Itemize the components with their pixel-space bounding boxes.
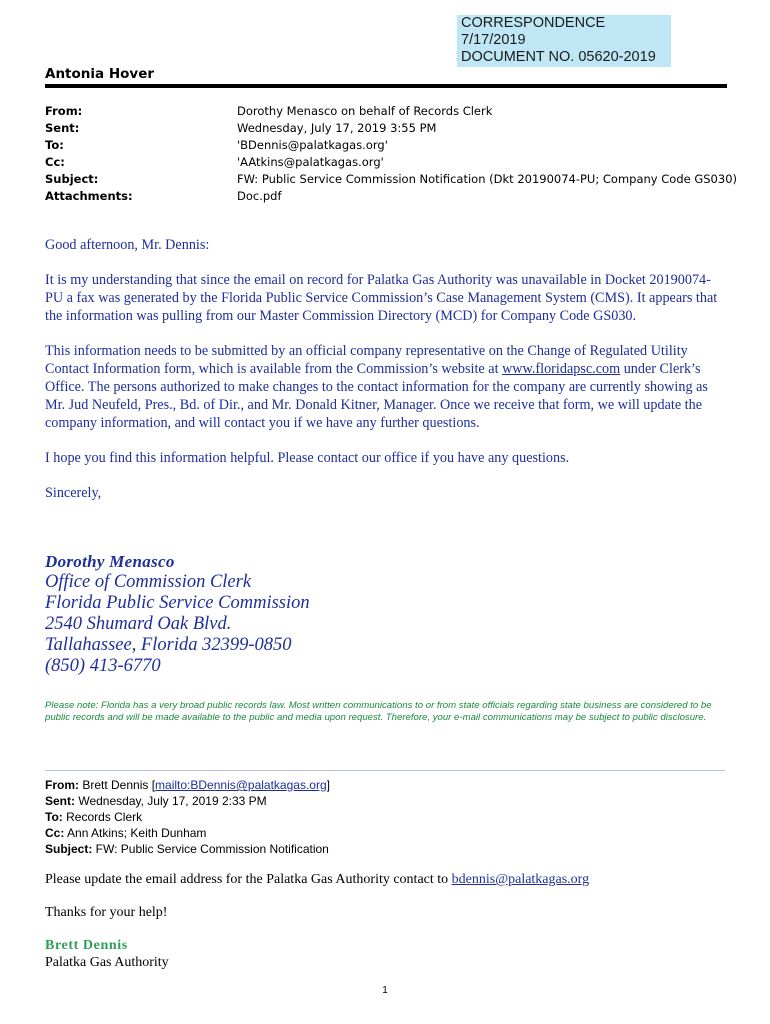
bdennis-email-link[interactable]: bdennis@palatkagas.org bbox=[451, 872, 590, 887]
fwd-to-row bbox=[45, 809, 330, 825]
signature-block bbox=[45, 551, 310, 677]
signature-phone: (850) 413-6770 bbox=[45, 656, 161, 676]
fwd-sent-row bbox=[45, 793, 330, 809]
forward-divider bbox=[45, 770, 725, 771]
fwd-cc-label: Cc: bbox=[45, 826, 65, 840]
fwd-sent-value: Wednesday, July 17, 2019 2:33 PM bbox=[75, 794, 267, 808]
to-label: To: bbox=[45, 138, 64, 152]
fwd-message bbox=[45, 871, 589, 888]
subject-value: FW: Public Service Commission Notification (Dkt 20190074-PU; Company Code GS030) bbox=[237, 172, 737, 186]
greeting: Good afternoon, Mr. Dennis: bbox=[45, 237, 210, 253]
attachments-label: Attachments: bbox=[45, 189, 133, 203]
fwd-from-label: From: bbox=[45, 778, 79, 792]
from-label: From: bbox=[45, 104, 83, 118]
floridapsc-link[interactable]: www.floridapsc.com bbox=[502, 361, 621, 377]
fwd-from-close: ] bbox=[326, 778, 330, 792]
fwd-subject-row bbox=[45, 841, 330, 857]
signature-city: Tallahassee, Florida 32399-0850 bbox=[45, 635, 292, 655]
cc-value: 'AAtkins@palatkagas.org' bbox=[237, 155, 384, 169]
fwd-sent-label: Sent: bbox=[45, 794, 75, 808]
signature-name: Dorothy Menasco bbox=[45, 552, 175, 571]
fwd-signature-org: Palatka Gas Authority bbox=[45, 955, 169, 970]
sender-name: Antonia Hover bbox=[45, 66, 155, 82]
paragraph-1: It is my understanding that since the email on record for Palatka Gas Authority was unavailable in Docket 20190074-PU a fax was generated by the Florida Public Service Commission’s Case Management System (CMS). It appears that the information was pulling from our Master Commission Directory (MCD) for Company Code GS030. bbox=[45, 272, 718, 324]
fwd-from-row bbox=[45, 777, 330, 793]
page-number: 1 bbox=[382, 985, 388, 996]
sent-label: Sent: bbox=[45, 121, 80, 135]
fwd-mailto-link[interactable]: mailto:BDennis@palatkagas.org bbox=[155, 778, 327, 792]
sent-value: Wednesday, July 17, 2019 3:55 PM bbox=[237, 121, 437, 135]
header-rule bbox=[45, 84, 727, 88]
fwd-message-text: Please update the email address for the Palatka Gas Authority contact to bbox=[45, 872, 452, 887]
paragraph-2-end: under Clerk’s Office. The persons authorized to make changes to the contact information for the company are currently showing as Mr. Jud Neufeld, Pres., Bd. of Dir., and Mr. Donald Kitner, Manager. Once we receive that form, we will update the company information, and will contact you if we have any further questions. bbox=[45, 361, 708, 431]
stamp-document-number: DOCUMENT NO. 05620-2019 bbox=[461, 49, 656, 65]
paragraph-2-start: This information needs to be submitted by an official company representative on the Change of Regulated Utility Contact Information form, which is available from the Commission’s website at bbox=[45, 343, 688, 377]
fwd-subject-value: FW: Public Service Commission Notification bbox=[92, 842, 329, 856]
fwd-cc-value: Ann Atkins; Keith Dunham bbox=[64, 826, 207, 840]
message-body bbox=[45, 236, 725, 519]
correspondence-stamp bbox=[457, 15, 671, 67]
stamp-date: 7/17/2019 bbox=[461, 32, 526, 48]
attachment-file-link[interactable]: Doc.pdf bbox=[237, 189, 282, 203]
to-value: 'BDennis@palatkagas.org' bbox=[237, 138, 388, 152]
from-value: Dorothy Menasco on behalf of Records Clerk bbox=[237, 104, 493, 118]
fwd-subject-label: Subject: bbox=[45, 842, 93, 856]
fwd-thanks: Thanks for your help! bbox=[45, 905, 168, 920]
signature-street: 2540 Shumard Oak Blvd. bbox=[45, 614, 232, 634]
cc-label: Cc: bbox=[45, 155, 65, 169]
forwarded-header bbox=[45, 777, 330, 857]
signature-org: Florida Public Service Commission bbox=[45, 593, 310, 613]
public-records-note: Please note: Florida has a very broad public records law. Most written communications to or from state officials regarding state business are considered to be public records and will be made available to the public and media upon request. Therefore, your e-mail communications may be subject to public disclosure. bbox=[45, 700, 712, 723]
forwarded-body bbox=[45, 871, 589, 971]
paragraph-2 bbox=[45, 342, 725, 432]
subject-label: Subject: bbox=[45, 172, 99, 186]
fwd-cc-row bbox=[45, 825, 330, 841]
closing: Sincerely, bbox=[45, 485, 102, 501]
paragraph-3: I hope you find this information helpful. Please contact our office if you have any questions. bbox=[45, 450, 570, 466]
fwd-signature-name: Brett Dennis bbox=[45, 938, 128, 953]
fwd-to-label: To: bbox=[45, 810, 63, 824]
signature-office: Office of Commission Clerk bbox=[45, 572, 252, 592]
fwd-to-value: Records Clerk bbox=[62, 810, 143, 824]
stamp-title: CORRESPONDENCE bbox=[461, 15, 606, 31]
fwd-from-name: Brett Dennis [ bbox=[79, 778, 156, 792]
